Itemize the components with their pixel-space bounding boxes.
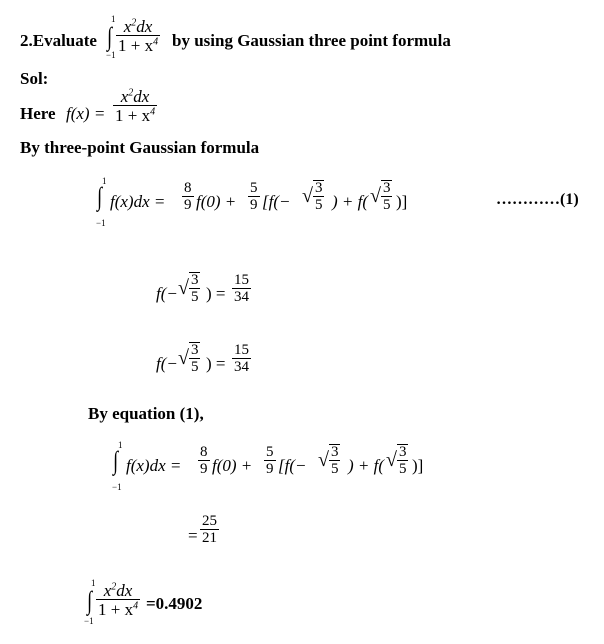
final-value: =0.4902 (146, 594, 203, 613)
integral-sign: ∫ (107, 22, 113, 51)
result-line: = $\frac{25}{21}$ (188, 513, 217, 546)
integral-sign: ∫ (113, 446, 119, 475)
lower-limit: −1 (106, 50, 116, 60)
integral-sign: ∫ (87, 586, 93, 615)
three-point-heading: By three-point Gaussian formula (20, 138, 260, 157)
sqrt-3-5: √ $\frac{3}{5}$ (370, 180, 391, 213)
value-line-2: f(− √ $\frac{3}{5}$ ) = $\frac{15}{34}$ (156, 342, 249, 375)
problem-suffix: by using Gaussian three point formula (172, 31, 451, 50)
equation-reference: …………(1) (496, 191, 579, 208)
by-equation-label: By equation (1), (88, 404, 204, 423)
f-lhs: f(x) = (66, 104, 106, 123)
final-integral: 1 ∫ −1 $\frac{x^2dx}{1 + x^4}$ (84, 578, 139, 626)
sol-label: Sol: (20, 69, 49, 88)
f-definition: $\frac{x^2dx}{1 + x^4}$ (115, 87, 156, 125)
sqrt-3-5: √ $\frac{3}{5}$ (302, 180, 323, 213)
problem-label: 2.Evaluate (20, 31, 97, 50)
value-line-1: f(− √ $\frac{3}{5}$ ) = $\frac{15}{34}$ (156, 272, 249, 305)
formula-line-1: 1 ∫ −1 f(x)dx = $\frac{8}{9}$ f(0) + $\frac{5}{9}$ [f(− √ $\frac{3}{5}$ ) + f( √ $\frac{3}{5}$ )] (96, 176, 408, 228)
formula-line-2: 1 ∫ −1 f(x)dx = $\frac{8}{9}$ f(0) + $\frac{5}{9}$ [f(− √ $\frac{3}{5}$ ) + f( √ $\frac{3}{5}$ )] (112, 440, 424, 492)
here-label: Here (20, 104, 56, 123)
problem-integrand: $\frac{x^2dx}{1 + x^4}$ (118, 17, 159, 55)
integral-sign: ∫ (97, 182, 103, 211)
upper-limit: 1 (111, 14, 116, 24)
problem-integral (108, 14, 168, 64)
